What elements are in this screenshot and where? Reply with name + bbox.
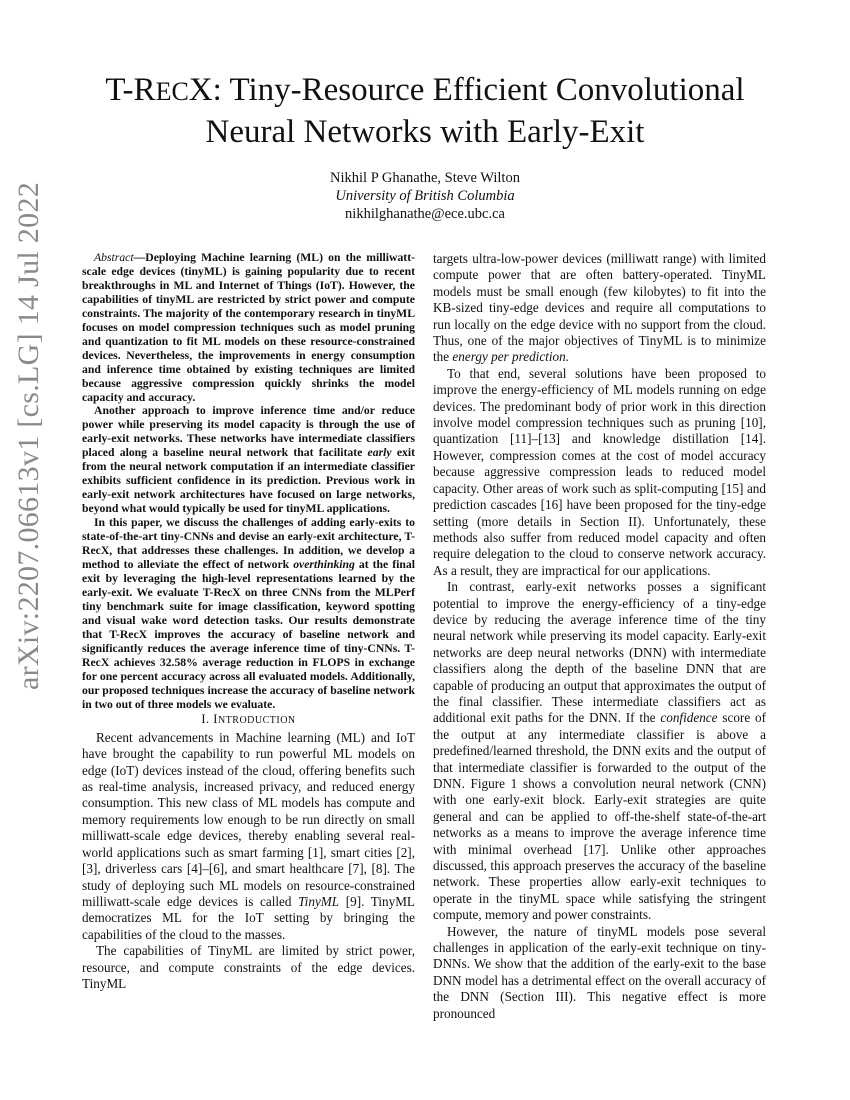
title-part: : Tiny-Resource Efficient Convolutional <box>212 72 745 108</box>
author-names: Nikhil P Ghanathe, Steve Wilton <box>330 170 520 186</box>
abstract-text: exit from the neural network computation if an intermediate classifier exhibits sufficient confidence in its prediction. Previous work in early-exit network architectures have focused on large networks, beyond what would typically be used for tinyML applications. <box>82 446 415 516</box>
abstract-emphasis: overthinking <box>293 557 355 571</box>
intro-paragraph-3: To that end, several solutions have been proposed to improve the energy-efficiency of ML models running on edge devices. The predominant body of prior work in this direction involve model compression techniques such as pruning [10], quantization [11]–[13] and knowledge distillation [14]. However, compression comes at the cost of model accuracy because aggressive compression leads to reduced model capacity. Other areas of work such as split-computing [15] and prediction cascades [16] have been proposed for the tiny-edge setting (more details in Section II). Unfortunately, these methods also suffer from reduced model capacity and often require delegation to the cloud to conserve network accuracy. As a result, they are impractical for our applications. <box>433 365 766 578</box>
intro-paragraph-2-continued <box>433 251 766 366</box>
section-title-rest: NTRODUCTION <box>217 715 296 727</box>
left-column <box>82 251 415 992</box>
title-part: T-R <box>105 72 156 108</box>
abstract-emphasis: early <box>367 446 392 460</box>
intro-paragraph-4 <box>433 579 766 924</box>
section-numeral: I. <box>201 712 210 727</box>
right-column <box>433 251 766 1022</box>
abstract-text: In this paper, we discuss the challenges of adding early-exits to state-of-the-art tiny-CNNs and devise an early-exit architecture, T-RecX, that addresses these challenges. In addition, we develop a method to alleviate the effect of network <box>82 516 415 571</box>
abstract-label: Abstract <box>94 251 134 264</box>
author-affiliation: University of British Columbia <box>335 188 515 204</box>
body-text: Recent advancements in Machine learning (ML) and IoT have brought the capability to run powerful ML models on edge (IoT) devices instead of the cloud, offering benefits such as real-time analysis, increased privacy, and reduced energy consumption. This new class of ML models has compute and memory requirements low enough to be run directly on small milliwatt-scale edge devices, thereby enabling several real-world applications such as smart farming [1], smart cities [2], [3], driverless cars [4]–[6], and smart healthcare [7], [8]. The study of deploying such ML models on resource-constrained milliwatt-scale edge devices is called <box>82 729 415 909</box>
body-emphasis: confidence <box>660 710 718 726</box>
author-email: nikhilghanathe@ece.ubc.ca <box>345 206 505 222</box>
abstract-text: —Deploying Machine learning (ML) on the milliwatt-scale edge devices (tinyML) is gaining popularity due to recent breakthroughs in ML and Internet of Things (IoT). However, the capabilities of tinyML are restricted by strict power and compute constraints. The majority of the contemporary research in tinyML focuses on model compression techniques such as model pruning and quantization to fit ML models on these resource-constrained devices. Nevertheless, the improvements in energy consumption and inference time obtained by existing techniques are limited because aggressive compression quickly shrinks the model capacity and accuracy. <box>82 251 415 404</box>
body-text: score of the output at any intermediate classifier is above a predefined/learned threshold, the DNN exits and the output of that intermediate classifier is forwarded to the output of the DNN. Figure 1 shows a convolution neural network (CNN) with one early-exit block. Early-exit strategies are quite general and can be applied to off-the-shelf state-of-the-art networks as a means to improve the average inference time with minimal overhead [17]. Unlike other approaches discussed, this approach preserves the accuracy of the baseline network. These properties allow early-exit techniques to operate in the tinyML space while satisfying the stringent compute, memory and power constraints. <box>433 710 766 923</box>
abstract <box>82 251 415 711</box>
abstract-text: at the final exit by leveraging the high-level representations learned by the early-exit. We evaluate T-RecX on three CNNs from the MLPerf tiny benchmark suite for image classification, keyword spotting and visual wake word detection tasks. Our results demonstrate that T-RecX improves the accuracy of baseline network and significantly reduces the average inference time of tiny-CNNs. T-RecX achieves 32.58% average reduction in FLOPS in exchange for one percent accuracy across all evaluated models. Additionally, our proposed techniques increase the accuracy of baseline network in two out of three models we evaluate. <box>82 557 415 711</box>
abstract-paragraph-1 <box>82 251 415 404</box>
abstract-paragraph-3 <box>82 516 415 711</box>
body-text: targets ultra-low-power devices (milliwatt range) with limited compute power that are often battery-operated. TinyML models must be small enough (few kilobytes) to fit into the KB-sized tiny-edge devices and require all computations to run locally on the edge device with no support from the cloud. Thus, one of the major objectives of TinyML is to minimize the <box>433 251 766 365</box>
intro-paragraph-1 <box>82 730 415 943</box>
author-block <box>60 169 790 223</box>
body-emphasis: energy per prediction. <box>452 349 569 365</box>
body-text: In contrast, early-exit networks posses a significant potential to improve the energy-efficiency of a tiny-edge device by reducing the average inference time of the tiny neural network while preserving its model capacity. Early-exit networks are deep neural networks (DNN) with intermediate classifiers along the depth of the baseline DNN that are capable of producing an output that approximates the output of the final classifier. These intermediate classifiers act as additional exit paths for the DNN. If the <box>433 579 766 726</box>
arxiv-identifier-stamp <box>10 181 50 690</box>
title-line-2: Neural Networks with Early-Exit <box>205 114 645 150</box>
intro-paragraph-5: However, the nature of tinyML models pose several challenges in application of the early-exit technique on tiny-DNNs. We show that the addition of the early-exit to the base DNN model has a detrimental effect on the overall accuracy of the DNN (Section III). This negative effect is more pronounced <box>433 923 766 1021</box>
section-title-first: I <box>213 712 218 727</box>
title-part: X <box>188 72 213 108</box>
abstract-paragraph-2 <box>82 404 415 516</box>
intro-paragraph-2: The capabilities of TinyML are limited by strict power, resource, and compute constraints of the edge devices. TinyML <box>82 943 415 991</box>
abstract-text: Another approach to improve inference time and/or reduce power while preserving its model capacity is through the use of early-exit networks. These networks have intermediate classifiers placed along a baseline neural network that facilitate <box>82 404 415 460</box>
title-part-smallcaps: EC <box>155 77 189 106</box>
body-emphasis: TinyML <box>298 893 340 909</box>
body-text: [9]. TinyML democratizes ML for the IoT setting by bringing the capabilities of the cloud to the masses. <box>82 893 415 942</box>
section-heading-introduction <box>82 711 415 729</box>
arxiv-stamp-text: arXiv:2207.06613v1 [cs.LG] 14 Jul 2022 <box>12 181 45 690</box>
paper-title <box>60 70 790 152</box>
